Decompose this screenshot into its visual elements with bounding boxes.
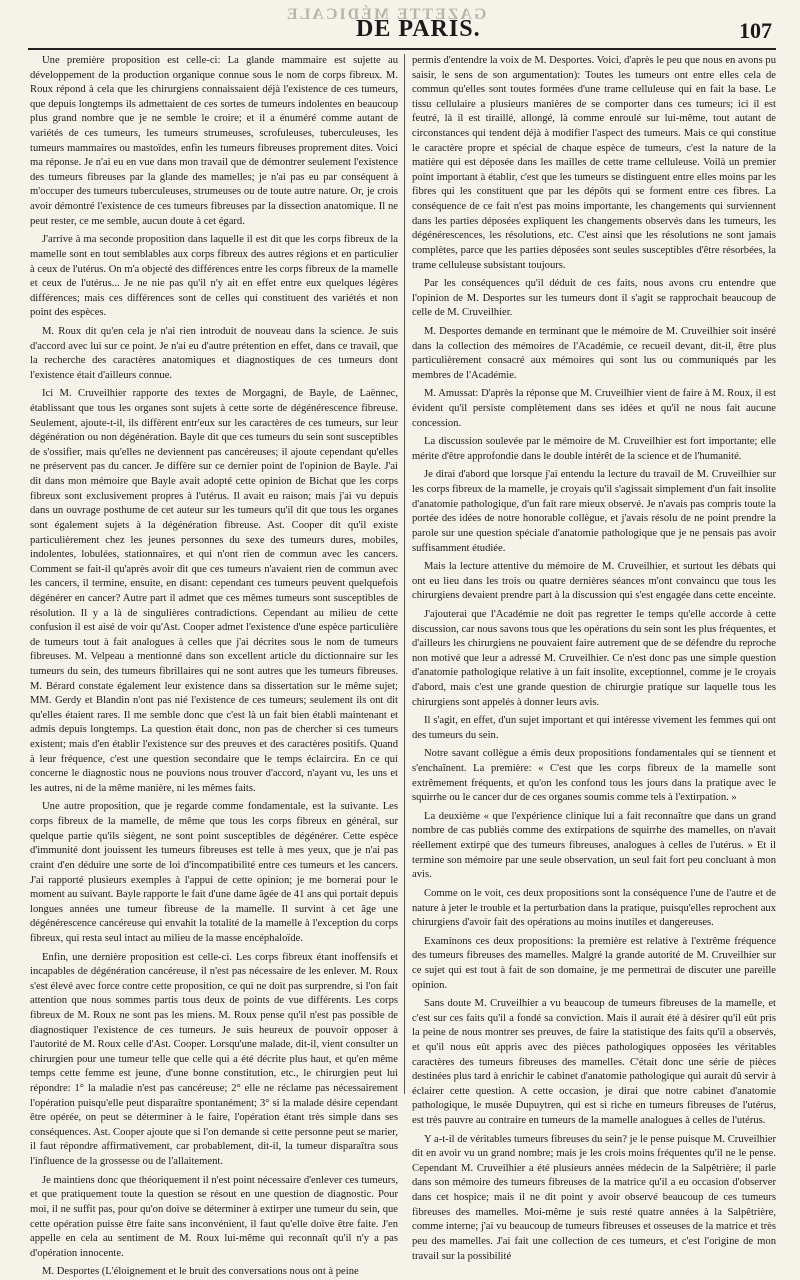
paragraph: permis d'entendre la voix de M. Desportes. Voici, d'après le peu que nous en avons pu saisir, le sens de son argumentation): Toutes les tumeurs ont entre elles cela de commun qu'elles sont toutes formées d'une trame celluleuse qui en fait la base. Le tissu cellulaire a plusieurs manières de se comporter dans ces tumeurs; ici il est feutré, là il est tiraillé, allongé, là comme enroulé sur lui-même, tout autant de circonstances qui tendent déjà à modifier l'aspect des tumeurs. Mais ce qui constitue le caractère propre et spécial de chaque espèce de tumeurs, c'est la nature de la matière qui est déposée dans les mailles de cette trame celluleuse. Voilà un premier point important à établir, c'est que les tumeurs se distinguent entre elles moins par les fibres qui les constituent que par les dépôts qui se forment entre ces fibres. La conséquence de ce fait n'est pas moins importante, les changements qui surviennent dans les parties déposées expliquent les changements observés dans les tumeurs, les dégénérescences, les résolutions, etc. C'est ainsi que les résolutions ne sont jamais complètes, parce que les parties déposées sont seules susceptibles d'être résorbées, la trame celluleuse subsistant toujours.: [412, 55, 776, 271]
column-divider: [404, 54, 405, 1094]
right-column: [412, 54, 776, 1262]
paragraph: M. Amussat: D'après la réponse que M. Cruveilhier vient de faire à M. Roux, il est évident qu'il persiste complètement dans ses idées et qu'il ne nous fait aucune concession.: [412, 388, 776, 429]
show-through-header: GAZETTE MÉDICALE: [285, 6, 487, 23]
paragraph: Y a-t-il de véritables tumeurs fibreuses du sein? je le pense puisque M. Cruveilhier dit en avoir vu un grand nombre; mais je les crois moins fréquentes qu'il ne le pense. Cependant M. Cruveilhier a été plusieurs années médecin de la Salpêtrière; il parle dans son mémoire des tumeurs fibreuses de la matrice qu'il a eu occasion d'observer dans cet hospice; mais il ne dit point y avoir observé beaucoup de ces tumeurs fibreuses des mamelles. Moi-même je suis resté quatre années à la Salpêtrière, comme interne; j'ai vu beaucoup de tumeurs fibreuses et osseuses de la matrice et très peu des mamelles. J'ai fait une collection de ces tumeurs, et c'est l'origine de mon travail sur la possibilité: [412, 1133, 776, 1262]
paragraph: Examinons ces deux propositions: la première est relative à l'extrême fréquence des tumeurs fibreuses des mamelles. Malgré la grande autorité de M. Cruveilhier sur ce sujet qui est tout à fait de son domaine, je me permettrai de discuter une pareille opinion.: [412, 935, 776, 991]
paragraph: Il s'agit, en effet, d'un sujet important et qui intéresse vivement les femmes qui ont des tumeurs du sein.: [412, 715, 776, 741]
paragraph: Ici M. Cruveilhier rapporte des textes de Morgagni, de Bayle, de Laënnec, établissant que tous les organes sont sujets à cette sorte de dégénérescence fibreuse. Seulement, ajoute-t-il, ils diffèrent entr'eux sur les caractères de ces tumeurs, sur leur dégénération ou non dégénération. Bayle dit que ces tumeurs du sein sont susceptibles de s'ossifier, mais qu'elles ne deviennent pas cancéreuses; il ajoute cependant qu'elles ne préservent pas du cancer. Je diffère sur ce dernier point de l'opinion de Bayle. J'ai dit dans mon mémoire que Bayle avait adopté cette opinion de Bichat que les corps fibreux sont exclusivement propres à l'utérus. Il avait eu raison; mais j'ai vu depuis dans un ouvrage posthume de cet auteur sur les tumeurs qu'il dit que tous les organes sont également sujets à la dégénération fibreuse. Ast. Cooper dit qu'il existe particulièrement chez les jeunes personnes du sexe des tumeurs dures, mobiles, indolentes, lobulées, stationnaires, et qui n'ont rien de commun avec les cancers. Comment se fait-il qu'après avoir dit que ces tumeurs n'avaient rien de commun avec les cancers, il termine, ensuite, en disant: cependant ces tumeurs peuvent quelquefois dégénérer en cancer? Autre part il admet que ces mêmes tumeurs sont susceptibles de résolution. Il y a là de singulières contradictions. Cependant au milieu de cette confusion il est aisé de voir qu'Ast. Cooper admet l'existence d'une espèce particulière de tumeurs tout à fait analogues à celles que j'ai décrites sous le nom de tumeurs fibreuses. M. Velpeau a mentionné dans son excellent article du dictionnaire sur les tumeurs du sein, des tumeurs fibrillaires qui ne sont autres que les tumeurs fibreuses. M. Bérard constate également leur existence dans sa dissertation sur le même sujet; MM. Gerdy et Blandin n'ont pas nié l'existence de ces tumeurs; seulement ils ont dit qu'elles étaient rares. Il me semble donc que c'est là un fait bien établi maintenant et admis depuis longtemps. La question était donc, non pas de chercher si ces tumeurs existent; mais d'en établir l'existence sur des preuves et des caractères positifs. Quand à leur fréquence, c'est une question secondaire que le temps éclaircira. En ce qui concerne le diagnostic nous ne pouvions nous trouver d'accord, n'ayant vu, les uns et les autres, ni de la même manière, ni les mêmes faits.: [30, 388, 398, 794]
paragraph: Je maintiens donc que théoriquement il n'est point nécessaire d'enlever ces tumeurs, et que pratiquement toute la question se résout en une question de diagnostic. Pour moi, il ne suffit pas, pour qu'on doive se déterminer à extirper une tumeur du sein, que cette opération puisse être faite sans inconvénient, il faut qu'elle doive être faite. J'en appelle en cela au sentiment de M. Roux lui-même qui reconnaît qu'il n'y a pas d'opération innocente.: [30, 1174, 398, 1259]
paragraph: M. Desportes demande en terminant que le mémoire de M. Cruveilhier soit inséré dans la collection des mémoires de l'Académie, ce recueil devant, dit-il, être plus particulièrement consacré aux mémoires qui sont lus ou communiqués par les membres de l'Académie.: [412, 325, 776, 381]
paragraph: Enfin, une dernière proposition est celle-ci. Les corps fibreux étant inoffensifs et incapables de dégénération cancéreuse, il n'est pas nécessaire de les enlever. M. Roux s'est élevé avec force contre cette proposition, ce qui ne doit pas surprendre, si l'on fait attention que nous sommes partis tous deux de points de vue différents. Les corps fibreux de M. Roux ne sont pas les miens. M. Roux pense qu'il n'est pas possible de diagnostiquer l'existence de ces tumeurs. Je suis heureux de pouvoir opposer à l'autorité de M. Roux celle d'Ast. Cooper. Lorsqu'une malade, dit-il, vient consulter un chirurgien pour une tumeur telle que celle qui a été décrite plus haut, et qu'en même temps cette femme est jeune, d'une bonne constitution, etc., le chirurgien peut lui répondre: 1° la maladie n'est pas cancéreuse; 2° elle ne réclame pas nécessairement l'opération puisqu'elle peut disparaître spontanément; 3° si la malade désire cependant être opérée, on peut se déterminer à le faire, l'opération étant très simple dans ses conséquences. Ast. Cooper ajoute que si l'on demande si cette personne peut se marier, il faut répondre affirmativement, car probablement, dit-il, la tumeur disparaîtra sous l'influence de la grossesse ou de l'allaitement.: [30, 951, 398, 1168]
paragraph: Une première proposition est celle-ci: La glande mammaire est sujette au développement de la production organique connue sous le nom de corps fibreux. M. Roux répond à cela que les chirurgiens connaissaient déjà l'existence de ces tumeurs, que depuis longtemps ils admettaient de ces sortes de tumeurs indolentes en beaucoup plus grand nombre que je ne semble le croire; et il a énuméré comme autant de variétés de ces tumeurs, les tumeurs strumeuses, scrofuleuses, tuberculeuses, les tumeurs mammaires ou mastoïdes, enfin les tumeurs fibreuses proprement dites. Voici ma réponse. Je n'ai eu en vue dans mon travail que de démontrer seulement l'existence des tumeurs fibreuses par la glande des mamelles; je n'ai pas eu par conséquent à m'occuper des tumeurs tuberculeuses, strumeuses ou de toute autre nature. Or, je crois avoir démontré l'existence de ces tumeurs fibreuses par la dissection anatomique. Il ne peut rester, ce me semble, aucun doute à cet égard.: [30, 55, 398, 227]
paragraph: Notre savant collègue a émis deux propositions fondamentales qui se tiennent et s'enchaînent. La première: « C'est que les corps fibreux de la mamelle sont extrêmement fréquents, et qu'on les confond tous les jours dans la pratique avec le squirrhe ou le cancer dur de ces organes soumis comme tels à l'extirpation. »: [412, 748, 776, 804]
paragraph: Par les conséquences qu'il déduit de ces faits, nous avons cru entendre que l'opinion de M. Desportes sur les tumeurs dont il s'agit se rapprochait beaucoup de celle de M. Cruveilhier.: [412, 278, 776, 319]
page-number: 107: [739, 18, 772, 43]
paragraph: La discussion soulevée par le mémoire de M. Cruveilhier est fort importante; elle mérite d'être approfondie dans le double intérêt de la science et de l'humanité.: [412, 436, 776, 462]
paragraph: J'arrive à ma seconde proposition dans laquelle il est dit que les corps fibreux de la mamelle sont en tout semblables aux corps fibreux des autres régions et en particulier à ceux de l'utérus. On m'a objecté des différences entre les corps fibreux de la mamelle et ceux de l'utérus... Je ne nie pas qu'il n'y ait en effet entre eux quelques légères différences; mais ces différences sont de celles qui constituent des variétés et non point des espèces.: [30, 234, 398, 319]
page-title: DE PARIS.: [356, 16, 481, 42]
paragraph: La deuxième « que l'expérience clinique lui a fait reconnaître que dans un grand nombre de cas publiés comme des extirpations de squirrhe des mamelles, on n'avait réellement extirpé que des tumeurs fibreuses, analogues à celles de l'utérus. » Et il termine son mémoire par une seule observation, un seul fait fort peu concluant à mon avis.: [412, 810, 776, 881]
paragraph: Je dirai d'abord que lorsque j'ai entendu la lecture du travail de M. Cruveilhier sur les corps fibreux de la mamelle, je croyais qu'il s'agissait simplement d'un fait insolite d'anatomie pathologique, d'un fait rare mieux observé. Je n'avais pas compris toute la portée des idées de notre honorable collègue, et j'avais résolu de ne point prendre la parole sur une question spéciale d'anatomie pathologique que je ne pensais pas avoir suffisamment étudiée.: [412, 469, 776, 554]
running-head: [0, 14, 800, 44]
paragraph: M. Roux dit qu'en cela je n'ai rien introduit de nouveau dans la science. Je suis d'accord avec lui sur ce point. Je n'ai eu d'autre prétention en effet, dans ce travail, que la recherche des caractères anatomiques et diagnostiques de ces tumeurs dont l'existence était d'ailleurs connue.: [30, 325, 398, 381]
paragraph: Comme on le voit, ces deux propositions sont la conséquence l'une de l'autre et de nature à jeter le trouble et la perturbation dans la pratique, puisqu'elles reprochent aux chirurgiens d'avoir fait des opérations au moins inutiles et dangereuses.: [412, 887, 776, 929]
paragraph: J'ajouterai que l'Académie ne doit pas regretter le temps qu'elle accorde à cette discussion, car nous savons tous que les opérations du sein sont les plus fréquentes, et d'ailleurs les chirurgiens ne pouvaient faire autrement que de se défendre du reproche non motivé que leur a adressé M. Cruveilhier. Ce n'est donc pas une simple question d'anatomie pathologique relative à un fait insolite, exceptionnel, comme je le croyais d'abord, mais c'est une grande question de chirurgie pratique sur laquelle tous les chirurgiens sont appelés à donner leurs avis.: [412, 608, 776, 708]
paragraph: Mais la lecture attentive du mémoire de M. Cruveilhier, et surtout les débats qui ont eu lieu dans les trois ou quatre dernières séances m'ont convaincu que tous les chirurgiens devaient prendre part à la discussion qui s'est engagée dans cette enceinte.: [412, 561, 776, 602]
left-column: [30, 54, 398, 1278]
paragraph: Une autre proposition, que je regarde comme fondamentale, est la suivante. Les corps fibreux de la mamelle, de même que tous les corps fibreux en général, sur quelque partie qu'ils siègent, ne sont point susceptibles de dégénérer. Cette espèce d'immunité dont jouissent les tumeurs fibreuses est telle à mes yeux, que je n'ai pas craint d'en déduire une sorte de loi d'incompatibilité entre ces tumeurs et les cancers. J'ai rapporté plusieurs exemples à l'appui de cette opinion; je me bornerai pour le moment au suivant. Bayle rapporte le fait d'une dame âgée de 41 ans qui portait depuis longues années une tumeur fibreuse de la mamelle. Il survint à cet âge une dégénérescence cancéreuse qui envahit la totalité de la mamelle à l'exception du corps fibreux, qui resta seul intact au milieu de la masse encéphaloïde.: [30, 801, 398, 944]
header-rule: [28, 48, 776, 50]
paragraph: M. Desportes (L'éloignement et le bruit des conversations nous ont à peine: [42, 1266, 359, 1278]
paragraph: Sans doute M. Cruveilhier a vu beaucoup de tumeurs fibreuses de la mamelle, et c'est sur ces faits qu'il a fondé sa conviction. Mais il aurait été à désirer qu'il eût pris la peine de nous montrer ses preuves, de faire la statistique des faits qu'il a observés, et qu'il nous eût appris avec des pièces pathologiques opposées les véritables caractères des tumeurs fibreuses des mamelles. C'était donc une série de pièces destinées plus tard à enrichir le cabinet d'anatomie pathologique qui aurait dû servir à éclairer cette question. A cette occasion, je dirai que notre cabinet d'anatomie pathologique, le musée Dupuytren, qui est si riche en tumeurs fibreuses de l'utérus, est très pauvre au contraire en tumeurs de la mamelle analogues à celles de l'utérus.: [412, 998, 776, 1127]
